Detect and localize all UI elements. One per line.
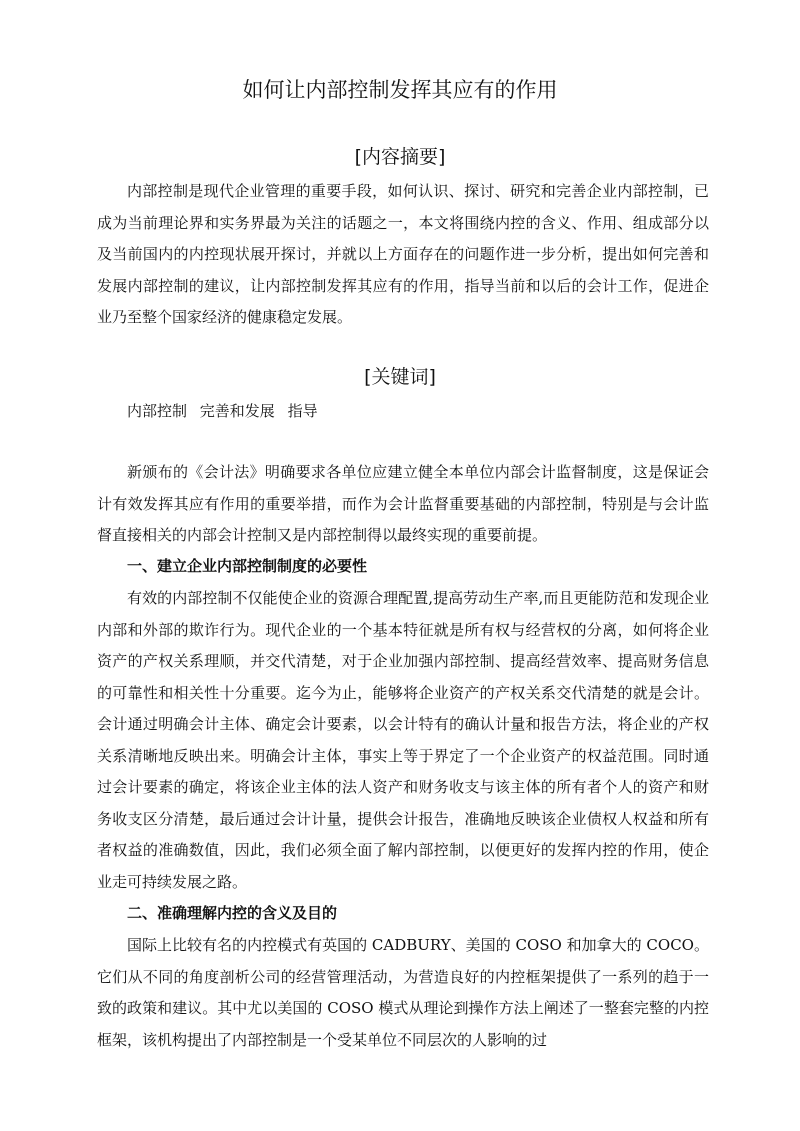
document-title: 如何让内部控制发挥其应有的作用 xyxy=(242,78,558,102)
keywords-list xyxy=(127,396,318,428)
keyword: 完善和发展 xyxy=(199,402,275,420)
section1-heading: 一、建立企业内部控制制度的必要性 xyxy=(127,557,368,575)
section2-heading: 二、准确理解内控的含义及目的 xyxy=(127,904,338,922)
section2-paragraph: 国际上比较有名的内控模式有英国的 CADBURY、美国的 COSO 和加拿大的 COCO。它们从不同的角度剖析公司的经营管理活动，为营造良好的内控框架提供了一系列的趋于一致的政策和建议。其中尤以美国的 COSO 模式从理论到操作方法上阐述了一整套完整的内控框架，该机构提出了内部控制是一个受某单位不同层次的人影响的过 xyxy=(97,936,709,1049)
abstract-paragraph: 内部控制是现代企业管理的重要手段，如何认识、探讨、研究和完善企业内部控制，已成为当前理论界和实务界最为关注的话题之一，本文将围绕内控的含义、作用、组成部分以及当前国内的内控现状展开探讨，并就以上方面存在的问题作进一步分析，提出如何完善和发展内部控制的建议，让内部控制发挥其应有的作用，指导当前和以后的会计工作，促进企业乃至整个国家经济的健康稳定发展。 xyxy=(97,182,709,326)
keyword: 内部控制 xyxy=(127,402,188,420)
section1-paragraph: 有效的内部控制不仅能使企业的资源合理配置,提高劳动生产率,而且更能防范和发现企业内部和外部的欺诈行为。现代企业的一个基本特征就是所有权与经营权的分离，如何将企业资产的产权关系理顺，并交代清楚，对于企业加强内部控制、提高经营效率、提高财务信息的可靠性和相关性十分重要。迄今为止，能够将企业资产的产权关系交代清楚的就是会计。会计通过明确会计主体、确定会计要素，以会计特有的确认计量和报告方法，将企业的产权关系清晰地反映出来。明确会计主体，事实上等于界定了一个企业资产的权益范围。同时通过会计要素的确定，将该企业主体的法人资产和财务收支与该主体的所有者个人的资产和财务收支区分清楚，最后通过会计计量，提供会计报告，准确地反映该企业债权人权益和所有者权益的准确数值，因此，我们必须全面了解内部控制，以便更好的发挥内控的作用，使企业走可持续发展之路。 xyxy=(97,589,709,891)
keyword: 指导 xyxy=(287,402,318,420)
abstract-heading: [内容摘要] xyxy=(354,146,446,168)
keywords-heading: [关键词] xyxy=(364,366,436,388)
intro-paragraph: 新颁布的《会计法》明确要求各单位应建立健全本单位内部会计监督制度，这是保证会计有效发挥其应有作用的重要举措，而作为会计监督重要基础的内部控制，特别是与会计监督直接相关的内部会计控制又是内部控制得以最终实现的重要前提。 xyxy=(97,463,709,544)
